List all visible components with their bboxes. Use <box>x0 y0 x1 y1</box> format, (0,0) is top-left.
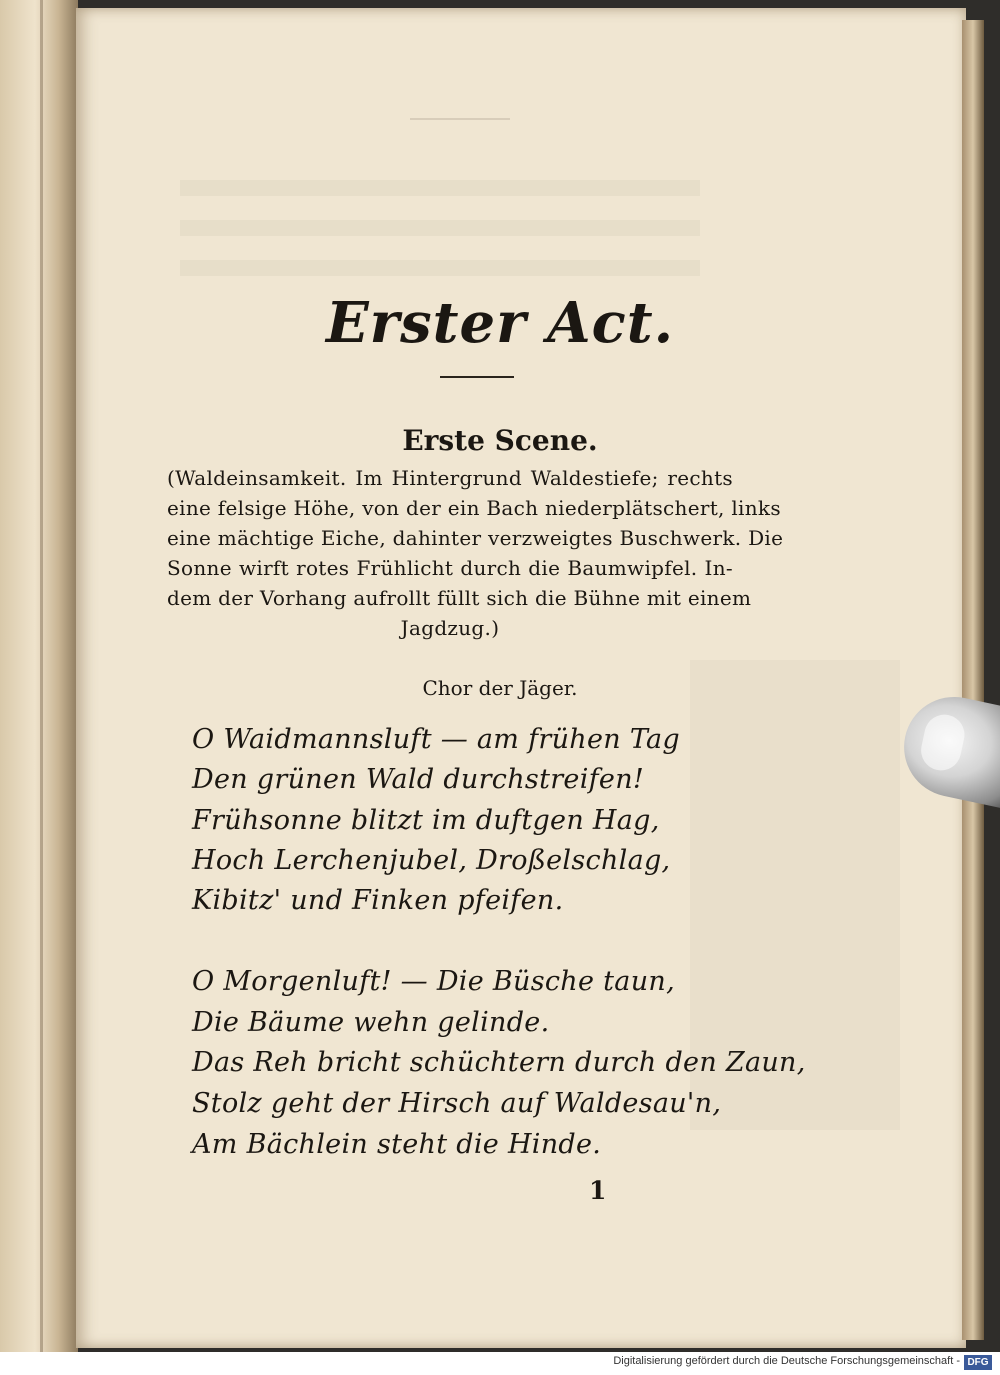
stage-direction-line: eine mächtige Eiche, dahinter verzweigtes Buschwerk. Die <box>167 526 784 550</box>
show-through-1 <box>410 118 510 120</box>
chorus-heading: Chor der Jäger. <box>422 676 578 700</box>
show-through-4 <box>180 260 700 276</box>
verse-line: Das Reh bricht schüchtern durch den Zaun, <box>192 1047 806 1078</box>
scene-title: Erste Scene. <box>402 424 598 457</box>
clip-highlight <box>917 711 968 774</box>
verse-line: Am Bächlein steht die Hinde. <box>192 1129 602 1160</box>
verse-line: O Morgenluft! — Die Büsche taun, <box>192 966 675 997</box>
verse-line: Den grünen Wald durchstreifen! <box>192 764 645 795</box>
stage-direction-line: eine felsige Höhe, von der ein Bach niederplätschert, links <box>167 496 781 520</box>
stage-direction-line: Jagdzug.) <box>400 616 500 640</box>
verse-line: Frühsonne blitzt im duftgen Hag, <box>192 805 660 836</box>
dfg-logo[interactable]: DFG <box>964 1355 992 1370</box>
digitization-footer <box>0 1352 1000 1375</box>
act-title: Erster Act. <box>325 290 675 356</box>
verse-line: Stolz geht der Hirsch auf Waldesau'n, <box>192 1088 722 1119</box>
stage-direction-line: dem der Vorhang aufrollt füllt sich die Bühne mit einem <box>167 586 752 610</box>
show-through-2 <box>180 180 700 196</box>
verse-line: Kibitz' und Finken pfeifen. <box>192 885 564 916</box>
verse-line: Die Bäume wehn gelinde. <box>192 1007 550 1038</box>
verse-line: O Waidmannsluft — am frühen Tag <box>192 724 681 755</box>
footer-credit: Digitalisierung gefördert durch die Deutsche Forschungsgemeinschaft - <box>613 1355 960 1367</box>
page-number: 1 <box>589 1176 607 1205</box>
stage-direction-line: (Waldeinsamkeit. Im Hintergrund Waldestiefe; rechts <box>167 466 733 490</box>
show-through-3 <box>180 220 700 236</box>
stage-direction-line: Sonne wirft rotes Frühlicht durch die Baumwipfel. In- <box>167 556 733 580</box>
verse-line: Hoch Lerchenjubel, Droßelschlag, <box>192 845 671 876</box>
title-divider <box>440 376 514 378</box>
